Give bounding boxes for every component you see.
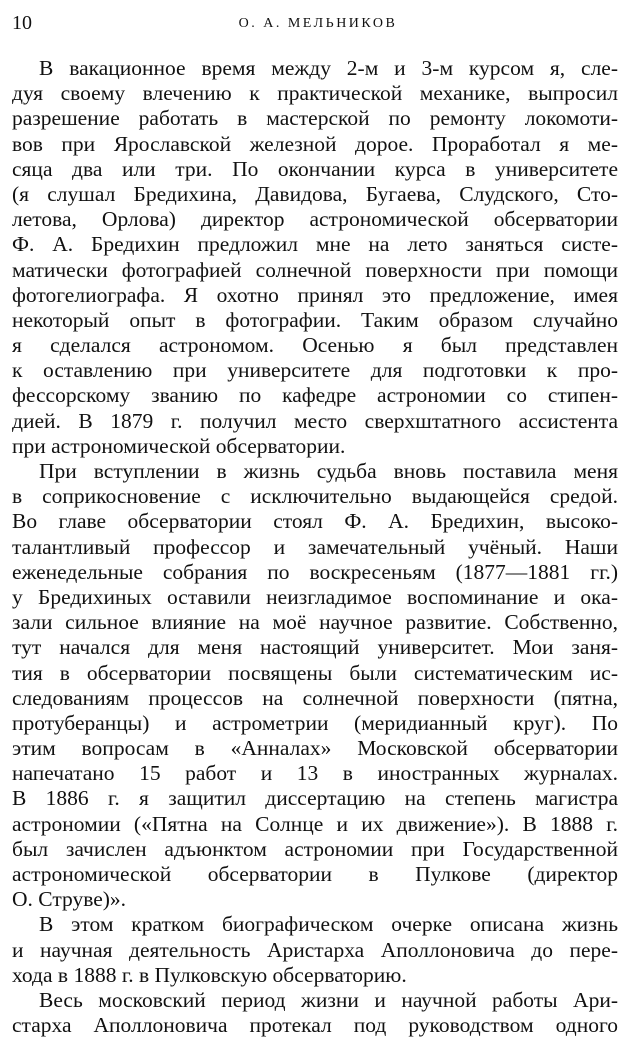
text-line: астрономии («Пятна на Солнце и их движение»). В 1888 г. xyxy=(12,811,618,836)
text-line: фессорскому званию по кафедре астрономии со стипен- xyxy=(12,383,618,408)
text-line: следованиям процессов на солнечной поверхности (пятна, xyxy=(12,685,618,710)
text-line: зали сильное влияние на моё научное развитие. Собственно, xyxy=(12,610,618,635)
text-line: был зачислен адъюнктом астрономии при Государственной xyxy=(12,836,618,861)
text-line: дуя своему влечению к практической механике, выпросил xyxy=(12,81,618,106)
text-line: (я слушал Бредихина, Давидова, Бугаева, Слудского, Сто- xyxy=(12,181,618,206)
text-line: у Бредихиных оставили неизгладимое воспоминание и ока- xyxy=(12,584,618,609)
text-line: Во главе обсерватории стоял Ф. А. Бредихин, высоко- xyxy=(12,509,618,534)
text-line: протуберанцы) и астрометрии (меридианный круг). По xyxy=(12,710,618,735)
text-line: в соприкосновение с исключительно выдающейся средой. xyxy=(12,484,618,509)
text-line: вов при Ярославской железной дорое. Проработал я ме- xyxy=(12,131,618,156)
text-line: разрешение работать в мастерской по ремонту локомоти- xyxy=(12,106,618,131)
text-line: некоторый опыт в фотографии. Таким образом случайно xyxy=(12,307,618,332)
paragraph-4 xyxy=(12,988,618,1038)
paragraph-1 xyxy=(12,56,618,459)
text-line: О. Струве)». xyxy=(12,887,127,912)
paragraph-3 xyxy=(12,912,618,988)
text-line: при астрономической обсерватории. xyxy=(12,433,346,458)
text-line: талантливый профессор и замечательный учёный. Наши xyxy=(12,534,618,559)
text-line: летова, Орлова) директор астрономической обсерватории xyxy=(12,207,618,232)
text-line: дией. В 1879 г. получил место сверхштатного ассистента xyxy=(12,408,618,433)
text-line: В 1886 г. я защитил диссертацию на степень магистра xyxy=(12,786,618,811)
text-line: этим вопросам в «Анналах» Московской обсерватории xyxy=(12,736,618,761)
text-line: старха Аполлоновича протекал под руководством одного xyxy=(12,1013,618,1038)
text-line: При вступлении в жизнь судьба вновь поставила меня xyxy=(39,459,618,483)
text-line: сяца два или три. По окончании курса в университете xyxy=(12,156,618,181)
text-line: тия в обсерватории посвящены были систематическим ис- xyxy=(12,660,618,685)
text-line: и научная деятельность Аристарха Аполлоновича до пере- xyxy=(12,937,618,962)
text-line: матически фотографией солнечной поверхности при помощи xyxy=(12,257,618,282)
running-head: О. А. МЕЛЬНИКОВ xyxy=(238,16,398,31)
text-line: В этом кратком биографическом очерке описана жизнь xyxy=(39,912,618,937)
text-line: к оставлению при университете для подготовки к про- xyxy=(12,358,618,383)
text-line: напечатано 15 работ и 13 в иностранных журналах. xyxy=(12,761,618,786)
text-line: хода в 1888 г. в Пулковскую обсерваторию. xyxy=(12,962,407,987)
text-line: я сделался астрономом. Осенью я был представлен xyxy=(12,333,618,358)
body-text xyxy=(12,56,618,1038)
text-line: В вакационное время между 2-м и 3-м курсом я, сле- xyxy=(39,56,618,80)
page-number: 10 xyxy=(12,12,32,34)
paragraph-2 xyxy=(12,459,618,912)
text-line: астрономической обсерватории в Пулкове (директор xyxy=(12,862,618,886)
text-line: Ф. А. Бредихин предложил мне на лето заняться систе- xyxy=(12,232,618,257)
text-line: фотогелиографа. Я охотно принял это предложение, имея xyxy=(12,282,618,307)
text-line: Весь московский период жизни и научной работы Ари- xyxy=(39,987,618,1012)
text-line: еженедельные собрания по воскресеньям (1877—1881 гг.) xyxy=(12,559,618,584)
text-line: тут начался для меня настоящий университет. Мои заня- xyxy=(12,635,618,660)
